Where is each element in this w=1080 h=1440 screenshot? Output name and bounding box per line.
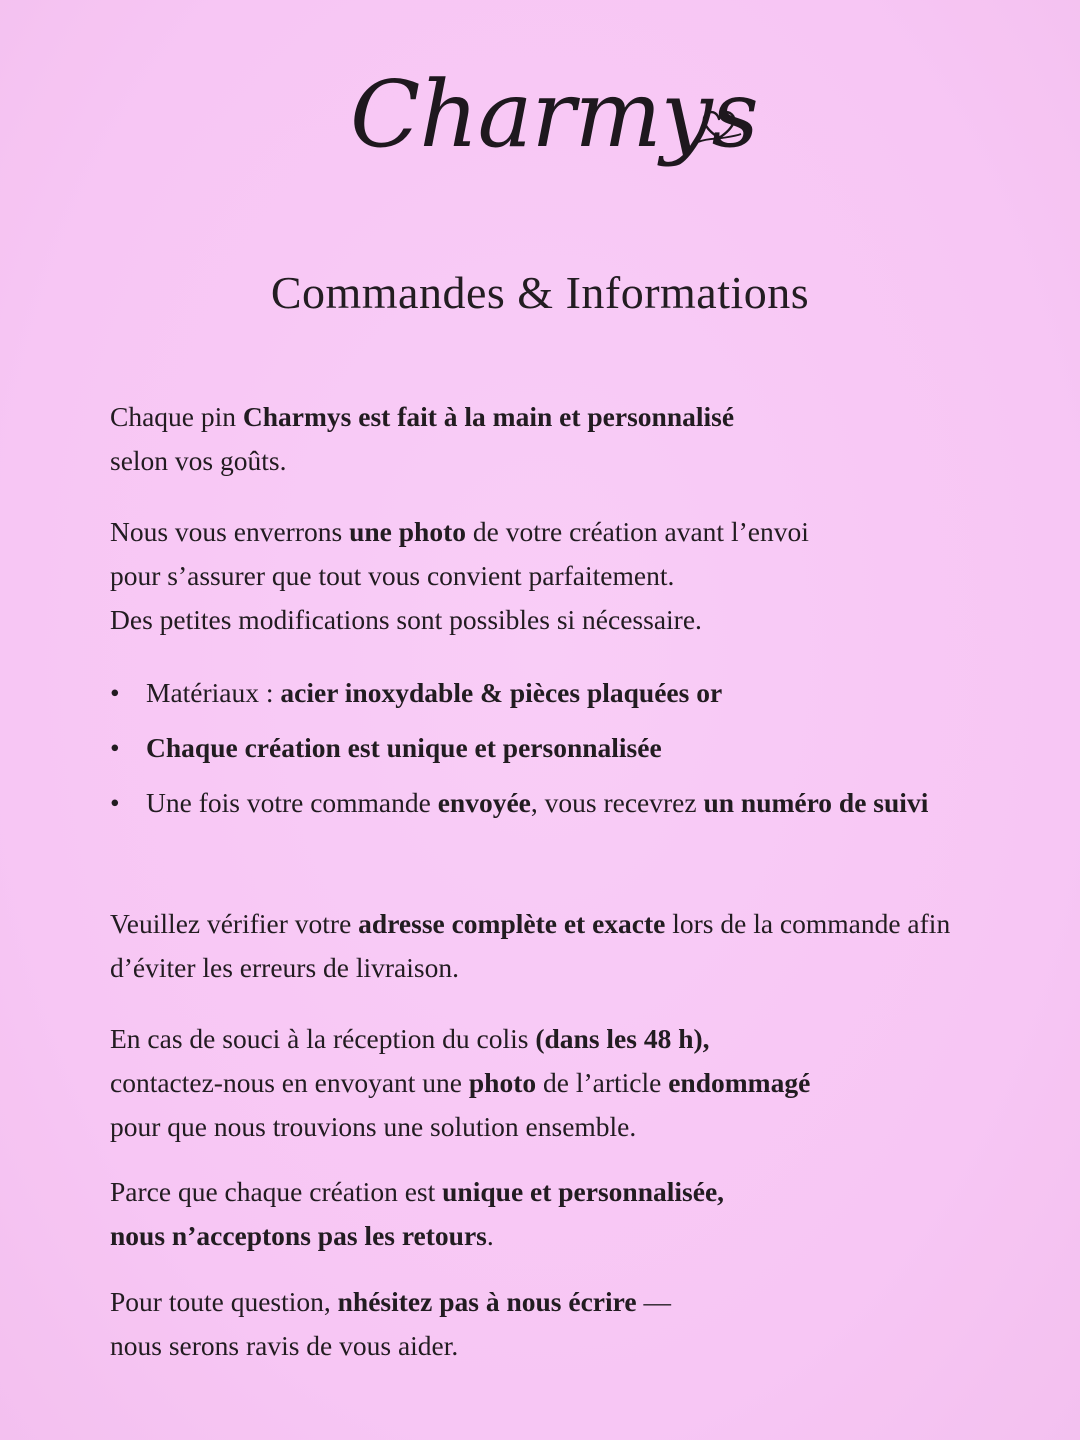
issue-bold1: (dans les 48 h),	[535, 1023, 710, 1054]
b2-bold1: Chaque création	[146, 732, 341, 763]
photo-line2: pour s’assurer que tout vous convient parfaitement.	[110, 560, 675, 591]
b1-bold: acier inoxydable & pièces plaquées or	[280, 677, 723, 708]
contact-line2: nous serons ravis de vous aider.	[110, 1330, 459, 1361]
b2-mid: est	[340, 732, 387, 763]
issue-bold2: photo	[468, 1067, 537, 1098]
issue-line2-pre: contactez-nous en envoyant une	[110, 1067, 469, 1098]
b3-bold2: un numéro de suivi	[703, 787, 929, 818]
features-list	[110, 672, 990, 837]
intro-text: Chaque pin	[110, 401, 243, 432]
issue-line2-mid: de l’article	[536, 1067, 669, 1098]
b2-bold2: unique	[386, 732, 468, 763]
photo-rest: de votre création avant l’envoi	[466, 516, 809, 547]
list-item	[110, 782, 990, 824]
photo-paragraph	[110, 510, 990, 642]
returns-paragraph	[110, 1170, 990, 1258]
list-item	[110, 672, 990, 714]
photo-text: Nous vous enverrons	[110, 516, 350, 547]
intro-bold: Charmys est fait à la main et personnalisé	[242, 401, 735, 432]
brand-logo-text: Charmys	[350, 61, 758, 168]
returns-bold1: unique et personnalisée,	[442, 1176, 725, 1207]
address-bold: adresse complète et exacte	[358, 908, 666, 939]
intro-end: selon vos goûts.	[110, 445, 287, 476]
heart-icon	[696, 108, 742, 146]
bullet-icon: •	[110, 732, 120, 763]
photo-bold: une photo	[349, 516, 466, 547]
address-paragraph	[110, 902, 990, 990]
bullet-icon: •	[110, 787, 120, 818]
contact-post: —	[636, 1286, 671, 1317]
bullet-icon: •	[110, 677, 120, 708]
b3-mid: , vous recevrez	[530, 787, 704, 818]
list-item	[110, 727, 990, 769]
contact-pre: Pour toute question,	[110, 1286, 338, 1317]
b2-mid2: et	[467, 732, 503, 763]
b1-pre: Matériaux :	[146, 677, 281, 708]
b3-bold1: envoyée	[437, 787, 531, 818]
brand-logo	[340, 60, 760, 230]
contact-paragraph	[110, 1280, 990, 1368]
returns-bold2: nous n’acceptons pas les retours	[110, 1220, 487, 1251]
issue-line3: pour que nous trouvions une solution ensemble.	[110, 1111, 637, 1142]
contact-bold: nhésitez pas à nous écrire	[337, 1286, 637, 1317]
intro-paragraph	[110, 395, 990, 483]
photo-line3: Des petites modifications sont possibles si nécessaire.	[110, 604, 702, 635]
issue-bold3: endommagé	[668, 1067, 811, 1098]
b2-bold3: personnalisée	[502, 732, 662, 763]
returns-pre: Parce que chaque création est	[110, 1176, 443, 1207]
returns-post: .	[486, 1220, 494, 1251]
issue-paragraph	[110, 1017, 990, 1149]
page-title: Commandes & Informations	[270, 267, 810, 318]
address-pre: Veuillez vérifier votre	[110, 908, 359, 939]
b3-pre: Une fois votre commande	[146, 787, 438, 818]
address-post: lors de la commande afin d’éviter les erreurs de livraison.	[110, 908, 951, 983]
issue-pre: En cas de souci à la réception du colis	[110, 1023, 536, 1054]
